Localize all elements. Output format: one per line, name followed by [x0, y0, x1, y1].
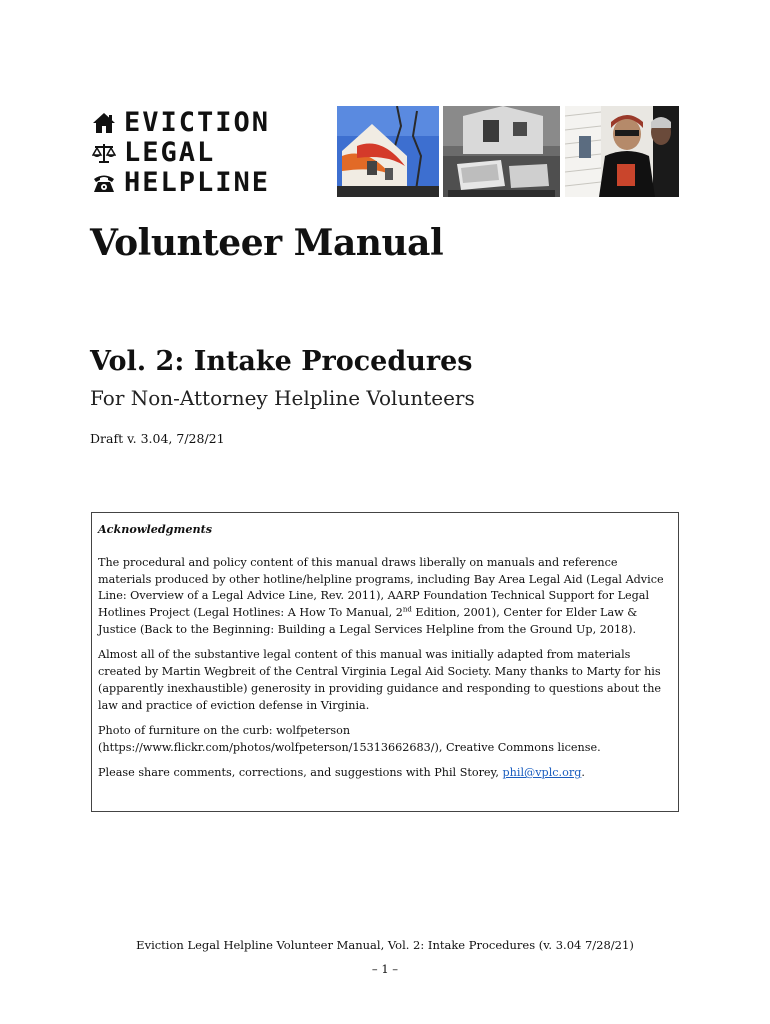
- logo-word-eviction: EVICTION: [124, 107, 271, 138]
- document-title: Volunteer Manual: [90, 222, 444, 264]
- photo-credit-line1: Photo of furniture on the curb: wolfpeterson: [98, 723, 351, 737]
- acknowledgments-box: [91, 512, 679, 812]
- telephone-icon: [92, 169, 124, 197]
- volume-title: Vol. 2: Intake Procedures: [90, 346, 473, 377]
- acknowledgments-paragraph-legal-content: Almost all of the substantive legal content of this manual was initially adapted from materials created by Martin Wegbreit of the Central Virginia Legal Aid Society. Many thanks to Marty for his (apparently inexhaustible) generosity in providing guidance and responding to questions about the law and practice of eviction defense in Virginia.: [98, 648, 662, 712]
- sources-text-start: The procedural and policy content of this manual draws liberally on manuals and reference materials produced by other hotline/helpline programs, including Bay Area Legal Aid (Legal Advice Line: Overview of a Legal Advice Line, Rev. 2011), AARP Foundation Technical Support for Legal Hotlines Project (Legal Hotlines: A How To Manual, 2: [98, 555, 664, 620]
- document-subtitle: For Non-Attorney Helpline Volunteers: [90, 386, 475, 410]
- painted-house-photo: [337, 106, 439, 197]
- page-number: – 1 –: [371, 962, 399, 976]
- acknowledgments-heading: Acknowledgments: [98, 522, 213, 536]
- volunteers-photo: [565, 106, 679, 197]
- acknowledgments-paragraph-sources: [98, 555, 672, 639]
- house-icon: [92, 109, 124, 137]
- furniture-on-curb-photo: [443, 106, 560, 197]
- logo-word-helpline: HELPLINE: [124, 167, 271, 198]
- logo-row-helpline: [92, 168, 332, 198]
- contact-email-link[interactable]: phil@vplc.org: [502, 766, 582, 780]
- photo-credit-line2: (https://www.flickr.com/photos/wolfpeterson/15313662683/), Creative Commons license.: [98, 740, 601, 754]
- acknowledgments-paragraph-contact: [98, 765, 672, 782]
- helpline-logo: [92, 108, 332, 198]
- logo-row-legal: [92, 138, 332, 168]
- acknowledgments-paragraph-photo-credit: [98, 723, 672, 757]
- edition-superscript: nd: [402, 605, 412, 614]
- logo-word-legal: LEGAL: [124, 137, 216, 168]
- contact-text: Please share comments, corrections, and suggestions with Phil Storey,: [98, 766, 503, 780]
- sources-text-end: Edition, 2001), Center for Elder Law & Justice (Back to the Beginning: Building a Legal Services Helpline from the Ground Up, 2018).: [98, 606, 638, 636]
- draft-version: Draft v. 3.04, 7/28/21: [90, 431, 225, 446]
- page-footer: Eviction Legal Helpline Volunteer Manual, Vol. 2: Intake Procedures (v. 3.04 7/28/21): [136, 938, 634, 952]
- logo-row-eviction: [92, 108, 332, 138]
- scales-icon: [92, 139, 124, 167]
- contact-text-end: .: [581, 766, 585, 780]
